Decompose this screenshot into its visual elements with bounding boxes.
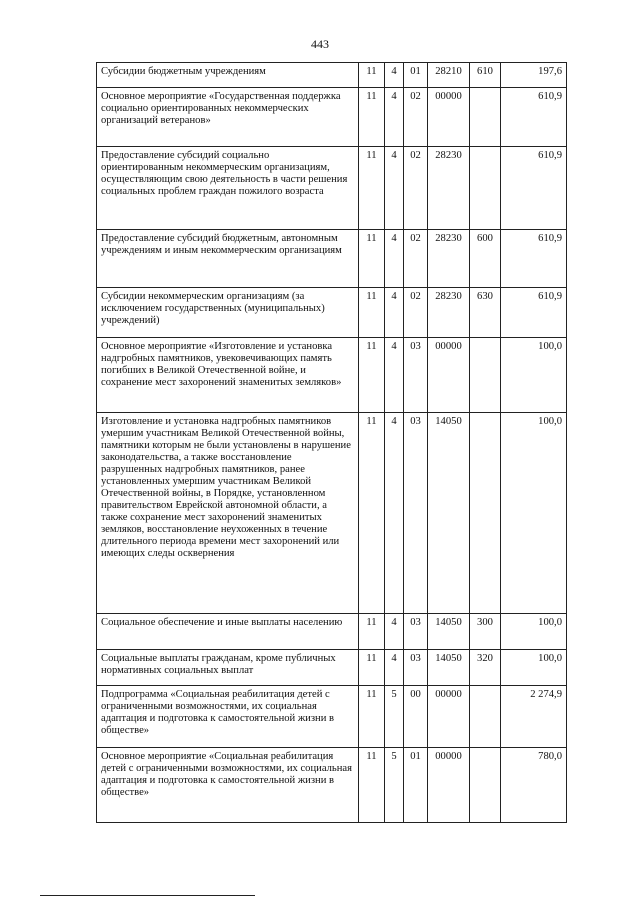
table-row [97,288,567,338]
subprogram-code: 4 [385,413,404,614]
activity-code: 01 [404,63,428,88]
expense-type-code [470,686,501,748]
subprogram-code: 4 [385,650,404,686]
direction-code: 00000 [428,338,470,413]
subprogram-code: 4 [385,63,404,88]
amount: 100,0 [501,413,567,614]
table-row [97,413,567,614]
program-code: 11 [359,88,385,147]
row-description: Социальное обеспечение и иные выплаты населению [97,614,359,650]
table-row [97,614,567,650]
direction-code: 00000 [428,88,470,147]
amount: 100,0 [501,650,567,686]
row-description: Субсидии некоммерческим организациям (за исключением государственных (муниципальных) учреждений) [97,288,359,338]
subprogram-code: 5 [385,748,404,823]
activity-code: 03 [404,413,428,614]
row-description: Изготовление и установка надгробных памятников умершим участникам Великой Отечественной войны, памятники которым не были установлены в нарушение законодательства, а также восстановление разрушенных надгробных памятников, ранее установленных умершим участникам Великой Отечественной войны, в Порядке, установленном правительством Еврейской автономной области, а также сохранение мест захоронений знаменитых земляков, восстановление неухоженных в течение длительного периода времени мест захоронений или имеющих следы осквернения [97,413,359,614]
amount: 610,9 [501,288,567,338]
activity-code: 02 [404,88,428,147]
direction-code: 14050 [428,413,470,614]
program-code: 11 [359,338,385,413]
program-code: 11 [359,230,385,288]
amount: 2 274,9 [501,686,567,748]
budget-table [96,62,567,823]
amount: 780,0 [501,748,567,823]
direction-code: 28230 [428,147,470,230]
table-row [97,63,567,88]
row-description: Основное мероприятие «Социальная реабилитация детей с ограниченными возможностями, их социальная адаптация и подготовка к самостоятельной жизни в обществе» [97,748,359,823]
activity-code: 02 [404,147,428,230]
amount: 610,9 [501,147,567,230]
activity-code: 01 [404,748,428,823]
subprogram-code: 4 [385,288,404,338]
program-code: 11 [359,413,385,614]
subprogram-code: 5 [385,686,404,748]
expense-type-code: 300 [470,614,501,650]
program-code: 11 [359,686,385,748]
row-description: Основное мероприятие «Государственная поддержка социально ориентированных некоммерческих организаций ветеранов» [97,88,359,147]
activity-code: 03 [404,338,428,413]
activity-code: 00 [404,686,428,748]
program-code: 11 [359,748,385,823]
subprogram-code: 4 [385,338,404,413]
expense-type-code [470,88,501,147]
row-description: Социальные выплаты гражданам, кроме публичных нормативных социальных выплат [97,650,359,686]
expense-type-code [470,413,501,614]
direction-code: 00000 [428,686,470,748]
program-code: 11 [359,614,385,650]
amount: 100,0 [501,338,567,413]
amount: 610,9 [501,230,567,288]
table-row [97,147,567,230]
expense-type-code [470,338,501,413]
table-row [97,650,567,686]
activity-code: 03 [404,614,428,650]
footnote-separator [40,895,255,896]
expense-type-code: 630 [470,288,501,338]
expense-type-code: 320 [470,650,501,686]
direction-code: 28210 [428,63,470,88]
subprogram-code: 4 [385,614,404,650]
row-description: Предоставление субсидий социально ориентированным некоммерческим организациям, осуществляющим свою деятельность в части решения социальных проблем граждан пожилого возраста [97,147,359,230]
subprogram-code: 4 [385,230,404,288]
program-code: 11 [359,147,385,230]
amount: 197,6 [501,63,567,88]
table-row [97,88,567,147]
expense-type-code [470,147,501,230]
direction-code: 28230 [428,230,470,288]
expense-type-code [470,748,501,823]
subprogram-code: 4 [385,147,404,230]
expense-type-code: 600 [470,230,501,288]
table-row [97,230,567,288]
program-code: 11 [359,288,385,338]
activity-code: 02 [404,288,428,338]
amount: 610,9 [501,88,567,147]
direction-code: 28230 [428,288,470,338]
subprogram-code: 4 [385,88,404,147]
amount: 100,0 [501,614,567,650]
table-row [97,338,567,413]
direction-code: 00000 [428,748,470,823]
program-code: 11 [359,650,385,686]
direction-code: 14050 [428,650,470,686]
activity-code: 03 [404,650,428,686]
table-row [97,748,567,823]
row-description: Основное мероприятие «Изготовление и установка надгробных памятников, увековечивающих память погибших в Великой Отечественной войне, и сохранение мест захоронений знаменитых земляков» [97,338,359,413]
page-number: 443 [311,37,329,51]
activity-code: 02 [404,230,428,288]
table-row [97,686,567,748]
table-body [97,63,567,823]
program-code: 11 [359,63,385,88]
row-description: Субсидии бюджетным учреждениям [97,63,359,88]
row-description: Предоставление субсидий бюджетным, автономным учреждениям и иным некоммерческим организациям [97,230,359,288]
direction-code: 14050 [428,614,470,650]
row-description: Подпрограмма «Социальная реабилитация детей с ограниченными возможностями, их социальная адаптация и подготовка к самостоятельной жизни в обществе» [97,686,359,748]
expense-type-code: 610 [470,63,501,88]
